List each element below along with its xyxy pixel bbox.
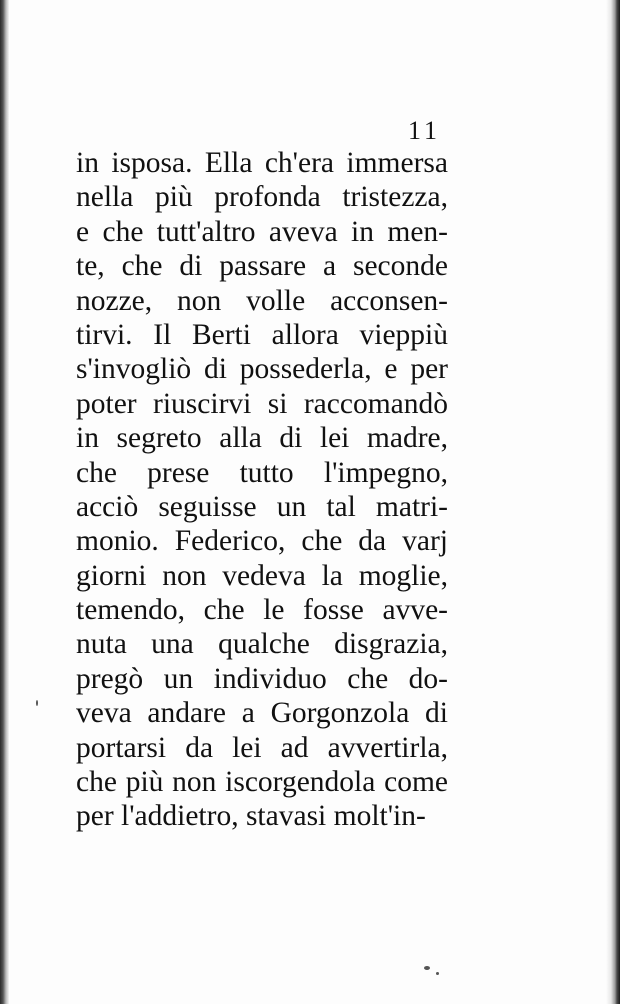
text-line: per l'addietro, stavasi molt'in-: [76, 800, 426, 833]
page-left-edge: [0, 0, 9, 1004]
text-line: che prese tutto l'impegno,: [76, 456, 448, 489]
page-right-edge: [606, 0, 620, 1004]
text-line: nozze, non volle acconsen-: [76, 284, 448, 317]
text-line: tirvi. Il Berti allora vieppiù: [76, 318, 448, 351]
text-line: s'invogliò di possederla, e per: [76, 353, 448, 386]
text-line: che più non iscorgendola come: [76, 766, 448, 799]
text-line: e che tutt'altro aveva in men-: [76, 215, 448, 248]
text-line: in segreto alla di lei madre,: [76, 422, 448, 455]
text-line: poter riuscirvi si raccomandò: [76, 387, 448, 420]
text-line: nuta una qualche disgrazia,: [76, 628, 448, 661]
body-text: [76, 146, 448, 834]
text-line: portarsi da lei ad avvertirla,: [76, 731, 448, 764]
text-line: giorni non vedeva la moglie,: [76, 559, 448, 592]
text-line: acciò seguisse un tal matri-: [76, 490, 448, 523]
ink-speck: [436, 972, 439, 975]
text-line: in isposa. Ella ch'era immersa: [76, 147, 448, 179]
text-line: monio. Federico, che da varj: [76, 525, 448, 558]
ink-speck: [424, 966, 430, 970]
text-line: temendo, che le fosse avve-: [76, 594, 448, 627]
ink-speck: [36, 700, 38, 706]
text-line: pregò un individuo che do-: [76, 662, 448, 695]
text-line: nella più profonda tristezza,: [76, 181, 448, 214]
page-number: 11: [408, 116, 442, 145]
text-line: veva andare a Gorgonzola di: [76, 697, 448, 730]
text-line: te, che di passare a seconde: [76, 250, 448, 283]
